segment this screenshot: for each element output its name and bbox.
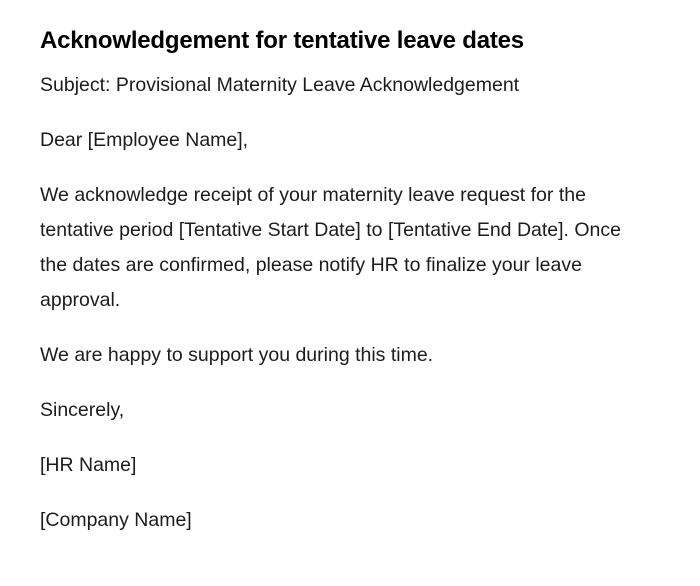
closing: Sincerely, xyxy=(40,399,125,421)
signer-name: [HR Name] xyxy=(40,454,137,476)
support-line: We are happy to support you during this time. xyxy=(40,344,434,366)
body-paragraph: We acknowledge receipt of your maternity leave request for the tentative period [Tentative Start Date] to [Tentative End Date]. Once the dates are confirmed, please notify HR to finalize your leave approval. xyxy=(40,184,621,311)
salutation: Dear [Employee Name], xyxy=(40,129,249,151)
document-title: Acknowledgement for tentative leave dates xyxy=(40,27,524,54)
company-name: [Company Name] xyxy=(40,509,192,531)
subject-line: Subject: Provisional Maternity Leave Acknowledgement xyxy=(40,74,520,96)
